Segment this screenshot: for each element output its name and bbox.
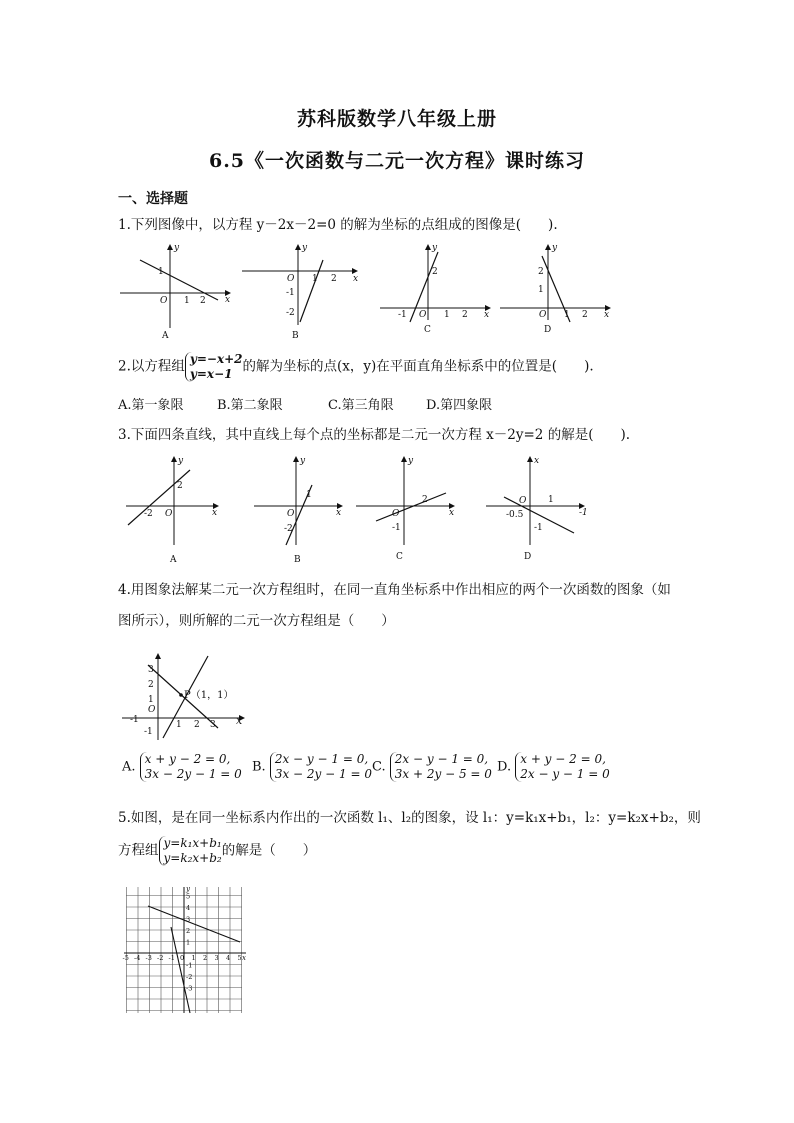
q2-option-b: B.第二象限 — [217, 398, 283, 413]
q1a-label: A — [162, 331, 169, 341]
q3a-y-label: y — [178, 456, 184, 466]
q5-y-label: y — [186, 885, 190, 893]
q3d-tick: -1 — [534, 523, 543, 533]
q5-x-tick: 0 — [180, 954, 185, 962]
question-1-text: 1.下列图像中，以方程 y－2x－2=0 的解为坐标的点组成的图像是( ). — [118, 217, 558, 233]
q1-graph-c — [378, 240, 498, 340]
q1b-tick: 1 — [312, 274, 318, 284]
q3d-origin: O — [519, 496, 527, 506]
q4-option-d-system — [515, 752, 610, 782]
q5-x-tick: -2 — [157, 954, 164, 962]
q4-option-b-label: B. — [252, 759, 266, 775]
q5-y-tick: -1 — [186, 961, 193, 970]
q3a-origin: O — [165, 509, 173, 519]
q4-tick: 2 — [148, 680, 154, 690]
q3d-x-label: -1 — [579, 508, 588, 518]
q1d-tick: 2 — [538, 267, 544, 277]
q4-graph — [118, 650, 258, 745]
q1b-tick: -2 — [286, 308, 295, 318]
q3-graph-c — [354, 455, 464, 565]
question-4-line2: 图所示），则所解的二元一次方程组是（ ） — [118, 613, 395, 629]
q3b-tick: -2 — [284, 524, 293, 534]
q1d-origin: O — [539, 310, 547, 320]
q5-x-tick: 2 — [203, 954, 208, 962]
q4-tick: 3 — [148, 665, 154, 675]
q4-option-c-system — [390, 752, 492, 782]
q5-y-tick: 5 — [186, 892, 191, 901]
q3b-origin: O — [287, 509, 295, 519]
q5-x-tick: -1 — [168, 954, 175, 962]
q4d-eq1: x + y − 2 = 0, — [520, 752, 606, 766]
q5-x-label: x — [242, 954, 246, 962]
q1-graph-d — [498, 240, 618, 340]
q4-option-a — [122, 752, 242, 782]
q1a-x-label: x — [225, 295, 231, 305]
q4-tick: 2 — [194, 720, 200, 730]
q3a-tick: 2 — [177, 481, 183, 491]
q1a-tick: 1 — [184, 296, 190, 306]
q4d-eq2: 2x − y − 1 = 0 — [520, 767, 610, 781]
q5-y-tick: 1 — [186, 938, 191, 947]
q2-system — [185, 352, 243, 382]
q4-tick: 1 — [148, 695, 154, 705]
q5-y-tick: -3 — [186, 984, 193, 993]
q3-graph-d — [484, 455, 594, 565]
q1d-label: D — [544, 325, 552, 335]
q3d-tick: -0.5 — [506, 510, 524, 520]
q1a-y-label: y — [174, 243, 180, 253]
q1b-tick: -1 — [286, 288, 295, 298]
q5-y-tick: 2 — [186, 927, 191, 935]
q5-prefix: 方程组 — [118, 842, 159, 859]
q1-graph-a — [118, 240, 238, 340]
q4b-eq2: 3x − 2y − 1 = 0 — [274, 767, 372, 781]
q4c-eq1: 2x − y − 1 = 0, — [394, 752, 489, 766]
q1c-tick: 1 — [444, 310, 450, 320]
q4-tick: 3 — [210, 720, 216, 730]
q5-grid-graph — [118, 885, 250, 1015]
q2-option-c: C.第三角限 — [328, 398, 394, 413]
q5-suffix: 的解是（ ） — [221, 842, 317, 859]
q4-option-c — [372, 752, 492, 782]
q1c-y-label: y — [432, 243, 438, 253]
q3a-x-label: x — [212, 508, 218, 518]
q1d-y-label: y — [552, 243, 558, 253]
q3-graph-a — [118, 455, 228, 565]
question-5-line1: 5.如图，是在同一坐标系内作出的一次函数 l₁、l₂的图象，设 l₁：y=k₁x+b₁，l₂：y=k₂x+b₂，则 — [118, 810, 701, 826]
q2-suffix: 的解为坐标的点(x，y)在平面直角坐标系中的位置是( ). — [242, 358, 594, 375]
q1c-tick: 2 — [462, 310, 468, 320]
page-title: 苏科版数学八年级上册 — [296, 108, 497, 130]
q5-eq1: y=k₁x+b₁ — [163, 836, 222, 850]
q4b-eq1: 2x − y − 1 = 0, — [274, 752, 369, 766]
q4-tick: 1 — [176, 720, 182, 730]
q1d-x-label: x — [604, 310, 610, 320]
q3c-y-label: y — [408, 456, 414, 466]
q1c-label: C — [424, 325, 431, 335]
q5-x-tick: -4 — [134, 954, 141, 962]
q4-option-a-system — [140, 752, 242, 782]
q1b-x-label: x — [353, 274, 359, 284]
q2-option-d: D.第四象限 — [426, 398, 493, 413]
q4-option-a-label: A. — [122, 759, 136, 775]
page-subtitle: 6.5《一次函数与二元一次方程》课时练习 — [208, 150, 586, 172]
q1a-tick: 1 — [158, 267, 164, 277]
q3d-label: D — [524, 552, 532, 562]
q1b-label: B — [292, 331, 299, 341]
q1b-y-label: y — [302, 243, 308, 253]
q4-option-b-system — [270, 752, 372, 782]
q1d-tick: 1 — [564, 310, 570, 320]
q3c-tick: -1 — [392, 523, 401, 533]
q5-x-tick: 4 — [226, 954, 231, 962]
q1c-tick: 2 — [432, 267, 438, 277]
q1c-tick: -1 — [398, 310, 407, 320]
question-4-line1: 4.用图象法解某二元一次方程组时，在同一直角坐标系中作出相应的两个一次函数的图象（如 — [118, 582, 671, 598]
q1c-x-label: x — [484, 310, 490, 320]
q1a-tick: 2 — [200, 296, 206, 306]
q2-option-a: A.第一象限 — [118, 398, 184, 413]
q3a-label: A — [170, 555, 177, 565]
q3d-tick: 1 — [548, 495, 554, 505]
q3c-origin: O — [392, 509, 400, 519]
q3c-x-label: x — [449, 508, 455, 518]
q5-x-tick: -3 — [145, 954, 152, 962]
q3b-x-label: x — [336, 508, 342, 518]
q3b-y-label: y — [300, 456, 306, 466]
question-2 — [118, 352, 594, 382]
q2-eq1: y=−x+2 — [189, 352, 243, 366]
q4-tick: -1 — [130, 715, 139, 725]
q1a-origin: O — [160, 296, 168, 306]
q5-x-tick: 3 — [214, 954, 219, 962]
q4-option-b — [252, 752, 372, 782]
q3c-label: C — [396, 552, 403, 562]
q5-x-tick: -5 — [122, 954, 129, 962]
q5-x-tick: 5 — [237, 954, 242, 962]
q2-eq2: y=x−1 — [189, 367, 233, 381]
q5-y-tick: 3 — [186, 915, 191, 924]
q3-graph-b — [252, 455, 362, 565]
q4-option-d — [497, 752, 610, 782]
q4-x-label: x — [236, 714, 243, 727]
q5-y-tick: 4 — [186, 904, 191, 912]
q3b-label: B — [294, 555, 301, 565]
q1d-tick: 1 — [538, 285, 544, 295]
q4-origin: O — [148, 705, 156, 715]
section-heading: 一、选择题 — [118, 191, 188, 207]
q5-line-l1 — [148, 906, 240, 942]
q3c-tick: 2 — [422, 495, 428, 505]
q4-option-d-label: D. — [497, 759, 512, 775]
q1-graph-b — [240, 240, 360, 340]
q5-x-tick: 1 — [191, 954, 196, 962]
q4a-eq1: x + y − 2 = 0, — [144, 752, 231, 766]
q5-y-tick: -2 — [186, 973, 193, 981]
q1b-tick: 2 — [331, 274, 337, 284]
q2-prefix: 2.以方程组 — [118, 358, 185, 375]
q1b-origin: O — [287, 274, 295, 284]
q3b-tick: 1 — [306, 490, 312, 500]
q4-option-c-label: C. — [372, 759, 386, 775]
q5-eq2: y=k₂x+b₂ — [163, 851, 222, 865]
q4-tick: -1 — [144, 727, 153, 737]
q3d-y-label: x — [534, 456, 540, 466]
question-3-text: 3.下面四条直线，其中直线上每个点的坐标都是二元一次方程 x－2y=2 的解是( ). — [118, 427, 631, 443]
q3a-tick: -2 — [144, 509, 153, 519]
q1c-origin: O — [419, 310, 427, 320]
q4c-eq2: 3x + 2y − 5 = 0 — [394, 767, 492, 781]
question-5-line2 — [118, 836, 316, 866]
q4a-eq2: 3x − 2y − 1 = 0 — [144, 767, 242, 781]
q5-system — [159, 836, 222, 866]
q4-point-label: P（1，1） — [184, 690, 234, 701]
q1d-tick: 2 — [582, 310, 588, 320]
